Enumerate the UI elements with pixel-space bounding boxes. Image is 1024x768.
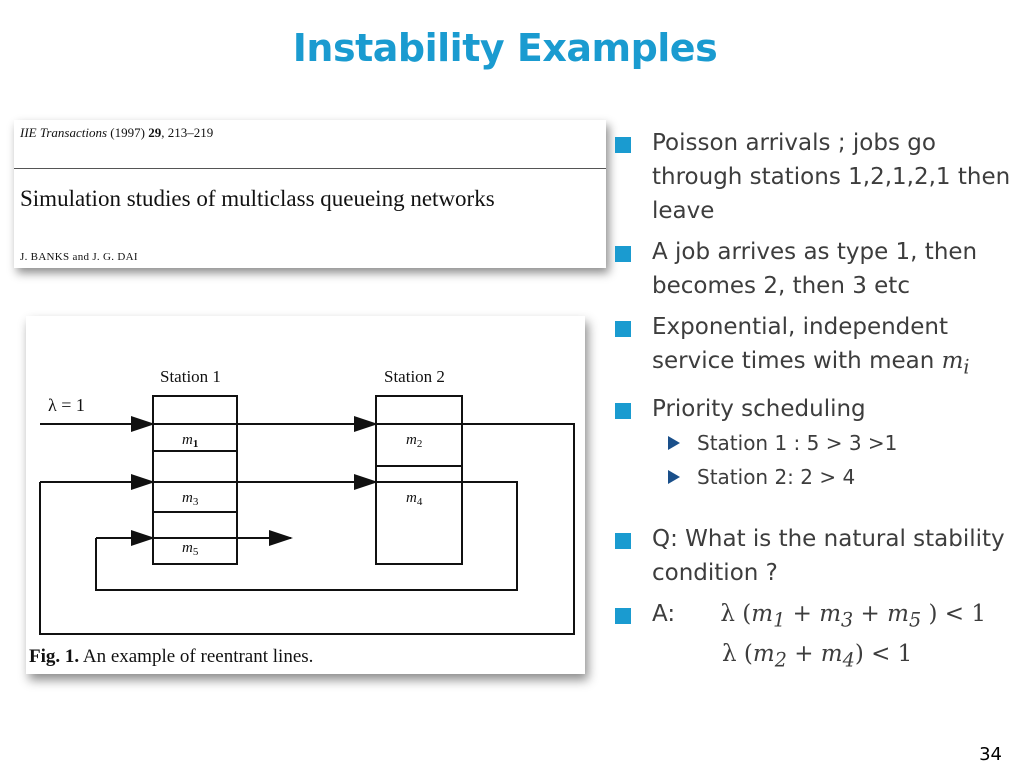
bullet-square-icon <box>615 321 631 337</box>
journal-citation <box>20 125 213 141</box>
arrival-rate-label: λ = 1 <box>48 395 85 415</box>
answer-condition-1: λ ($m_1 + m_3 + m_5$ ) < 1 <box>720 600 986 632</box>
station2-box <box>376 396 462 564</box>
paper-authors: J. BANKS and J. G. DAI <box>20 251 138 263</box>
paper-title: Simulation studies of multiclass queueing networks <box>20 186 495 211</box>
figure-caption-number: Fig. 1. <box>29 646 80 667</box>
class-m5-label: $m_5$ <box>182 540 199 558</box>
bullet-question <box>612 522 1017 590</box>
journal-pages: , 213–219 <box>161 125 214 140</box>
class-m1-label: $m_1$ <box>182 432 199 450</box>
journal-volume: 29 <box>148 125 162 140</box>
figure-caption-text: An example of reentrant lines. <box>79 646 314 667</box>
bullet-square-icon <box>615 533 631 549</box>
station2-label: Station 2 <box>384 367 445 386</box>
class-m4-label: $m_4$ <box>406 490 423 508</box>
triangle-bullet-icon <box>668 470 680 484</box>
sub-bullet-text: Station 2: 2 > 4 <box>697 464 856 489</box>
page-number: 34 <box>979 744 1002 765</box>
triangle-bullet-icon <box>668 436 680 450</box>
bullet-answer <box>612 597 1017 678</box>
slide-title: Instability Examples <box>292 26 718 70</box>
bullet-text: Poisson arrivals ; jobs go through stations 1,2,1,2,1 then leave <box>652 130 1011 224</box>
bullet-text: Exponential, independent service times with mean <box>652 314 949 374</box>
class-m3-label: $m_3$ <box>182 490 199 508</box>
reentrant-line-figure <box>26 316 585 674</box>
class-m2-label: $m_2$ <box>406 432 423 450</box>
bullet-exponential-service <box>612 310 1017 385</box>
bullet-job-type <box>612 235 1017 303</box>
bullet-square-icon <box>615 246 631 262</box>
sub-bullet-text: Station 1 : 5 > 3 >1 <box>697 430 898 455</box>
bullet-square-icon <box>615 137 631 153</box>
bullet-list <box>612 126 1017 685</box>
journal-year: (1997) <box>110 125 145 140</box>
figure-caption <box>29 646 313 668</box>
bullet-priority-scheduling <box>612 392 1017 426</box>
sub-bullet-station1 <box>612 426 1017 460</box>
bullet-poisson-arrivals <box>612 126 1017 228</box>
sub-bullet-station2 <box>612 460 1017 494</box>
bullet-square-icon <box>615 608 631 624</box>
bullet-square-icon <box>615 403 631 419</box>
paper-header-image <box>14 120 606 268</box>
journal-name: IIE Transactions <box>20 125 108 140</box>
bullet-text: Priority scheduling <box>652 395 866 422</box>
answer-condition-2: λ $(m_2 + m_4) < 1$ <box>722 641 913 672</box>
reentrant-line-diagram <box>26 316 585 674</box>
bullet-text: A job arrives as type 1, then becomes 2, then 3 etc <box>652 239 978 299</box>
bullet-text: Q: What is the natural stability condition ? <box>652 525 1005 586</box>
mean-subscript: i <box>963 355 970 379</box>
answer-label: A: <box>652 600 676 627</box>
header-rule <box>14 168 606 169</box>
mean-variable: m <box>941 348 964 374</box>
station1-label: Station 1 <box>160 367 221 386</box>
